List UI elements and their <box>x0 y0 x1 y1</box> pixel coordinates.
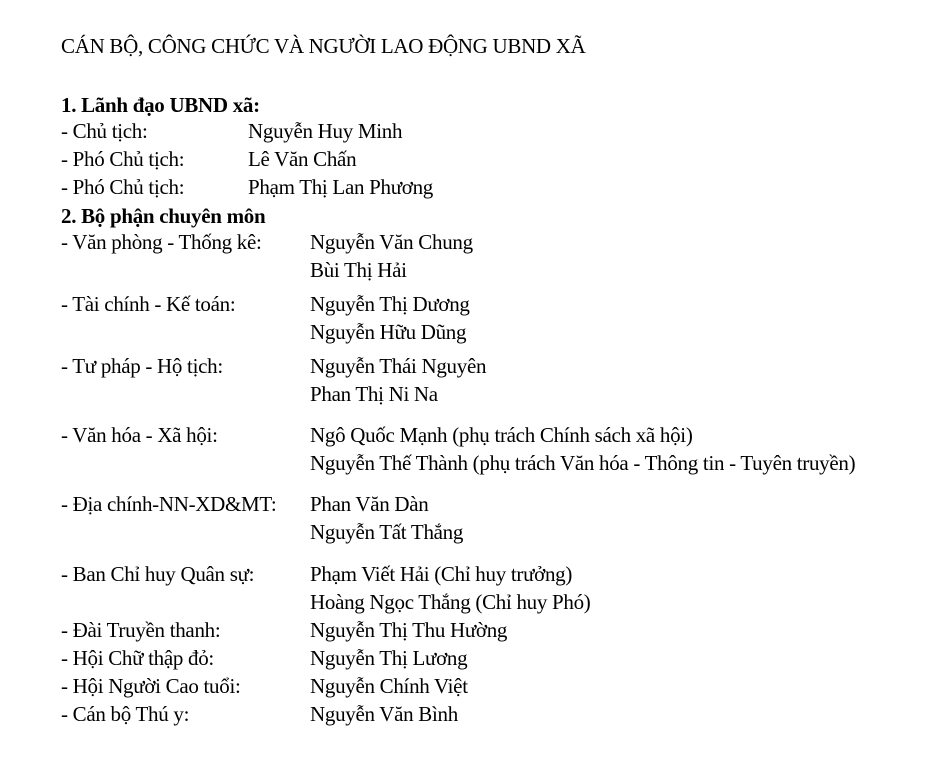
staff-name: Nguyễn Thị Thu Hường <box>310 618 508 642</box>
staff-name: Nguyễn Thị Lương <box>310 646 468 670</box>
leader-name: Lê Văn Chấn <box>248 147 357 171</box>
staff-name: Hoàng Ngọc Thắng (Chỉ huy Phó) <box>310 590 591 614</box>
department-label: - Hội Người Cao tuổi: <box>61 674 241 698</box>
department-label: - Đài Truyền thanh: <box>61 618 221 642</box>
staff-name: Ngô Quốc Mạnh (phụ trách Chính sách xã hội) <box>310 423 693 447</box>
leader-name: Nguyễn Huy Minh <box>248 119 403 143</box>
staff-name: Bùi Thị Hải <box>310 258 407 282</box>
departments-heading: 2. Bộ phận chuyên môn <box>61 204 266 228</box>
staff-name: Nguyễn Thái Nguyên <box>310 354 487 378</box>
staff-name: Phan Thị Ni Na <box>310 382 438 406</box>
staff-name: Nguyễn Tất Thắng <box>310 520 464 544</box>
leader-title: - Phó Chủ tịch: <box>61 147 185 171</box>
department-label: - Tài chính - Kế toán: <box>61 292 236 316</box>
staff-name: Nguyễn Chính Việt <box>310 674 468 698</box>
department-label: - Hội Chữ thập đỏ: <box>61 646 214 670</box>
staff-name: Phan Văn Dàn <box>310 492 429 516</box>
department-label: - Văn hóa - Xã hội: <box>61 423 218 447</box>
staff-name: Nguyễn Hữu Dũng <box>310 320 467 344</box>
department-label: - Địa chính-NN-XD&MT: <box>61 492 277 516</box>
staff-name: Nguyễn Thế Thành (phụ trách Văn hóa - Thông tin - Tuyên truyền) <box>310 451 856 475</box>
department-label: - Tư pháp - Hộ tịch: <box>61 354 223 378</box>
department-label: - Ban Chỉ huy Quân sự: <box>61 562 255 586</box>
leader-title: - Chủ tịch: <box>61 119 148 143</box>
staff-name: Phạm Viết Hải (Chỉ huy trưởng) <box>310 562 573 586</box>
department-label: - Văn phòng - Thống kê: <box>61 230 262 254</box>
department-label: - Cán bộ Thú y: <box>61 702 190 726</box>
leader-title: - Phó Chủ tịch: <box>61 175 185 199</box>
staff-name: Nguyễn Văn Chung <box>310 230 473 254</box>
staff-name: Nguyễn Văn Bình <box>310 702 458 726</box>
document-title: CÁN BỘ, CÔNG CHỨC VÀ NGƯỜI LAO ĐỘNG UBND XÃ <box>61 34 586 58</box>
leader-name: Phạm Thị Lan Phương <box>248 175 433 199</box>
leadership-heading: 1. Lãnh đạo UBND xã: <box>61 93 260 117</box>
staff-name: Nguyễn Thị Dương <box>310 292 470 316</box>
